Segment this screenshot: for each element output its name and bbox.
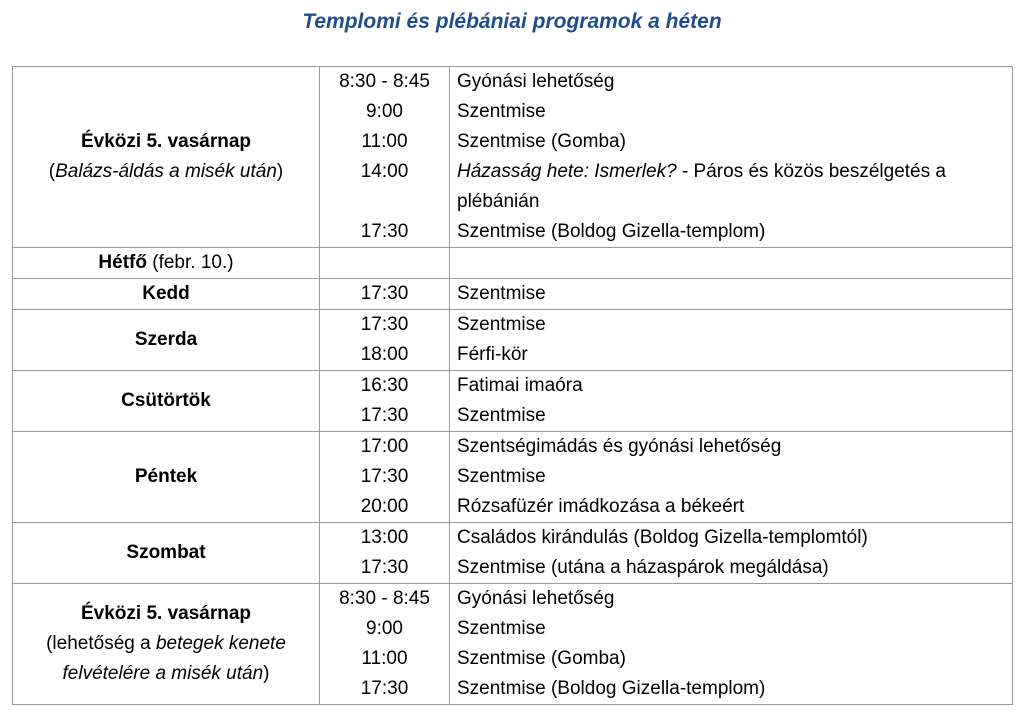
day-name: Szombat (126, 542, 206, 563)
day-note: (lehetőség a betegek kenete felvételére a misék után) (46, 633, 286, 684)
event-title: Gyónási lehetőség (457, 71, 615, 92)
event-time: 9:00 (366, 101, 403, 122)
event-time: 17:00 (360, 436, 409, 457)
time-cell (320, 67, 450, 248)
event-title: Szentmise (utána a házaspárok megáldása) (457, 557, 829, 578)
day-name: Évközi 5. vasárnap (80, 603, 252, 624)
event-title: Férfi-kör (457, 344, 528, 365)
day-cell (13, 310, 320, 371)
event-time: 17:30 (360, 466, 409, 487)
event-title: Házasság hete: Ismerlek? - Páros és közös beszélgetés a plébánián (457, 161, 946, 212)
event-title: Szentmise (457, 466, 546, 487)
event-title: Szentségimádás és gyónási lehetőség (457, 436, 782, 457)
event-title: Szentmise (Boldog Gizella-templom) (457, 221, 766, 242)
event-title: Szentmise (457, 314, 546, 335)
day-cell (13, 67, 320, 248)
day-name: Hétfő (98, 252, 147, 273)
event-title: Gyónási lehetőség (457, 588, 615, 609)
event-time: 17:30 (360, 314, 409, 335)
event-time: 11:00 (361, 131, 408, 152)
day-note: (Balázs-áldás a misék után) (48, 161, 284, 182)
event-time: 16:30 (360, 375, 409, 396)
event-title: Szentmise (457, 283, 546, 304)
day-name: Évközi 5. vasárnap (80, 131, 252, 152)
day-name: Szerda (134, 329, 198, 350)
event-time: 13:00 (360, 527, 409, 548)
event-title: Rózsafüzér imádkozása a békeért (457, 496, 745, 517)
day-name: Kedd (142, 283, 190, 304)
table-row (13, 584, 1013, 705)
day-cell (13, 371, 320, 432)
event-time: 9:00 (366, 618, 403, 639)
day-cell (13, 248, 320, 279)
table-row (13, 279, 1013, 310)
event-title: Családos kirándulás (Boldog Gizella-templomtól) (457, 527, 868, 548)
day-cell (13, 432, 320, 523)
event-title: Szentmise (Gomba) (457, 648, 626, 669)
event-time: 18:00 (360, 344, 409, 365)
event-time: 20:00 (360, 496, 409, 517)
event-time: 17:30 (360, 557, 409, 578)
table-row (13, 432, 1013, 523)
table-row (13, 248, 1013, 279)
event-title: Szentmise (457, 618, 546, 639)
event-time: 17:30 (360, 405, 409, 426)
table-row (13, 371, 1013, 432)
event-title: Szentmise (Gomba) (457, 131, 626, 152)
day-date: (febr. 10.) (146, 252, 234, 273)
event-time: 11:00 (361, 648, 408, 669)
event-title: Szentmise (457, 405, 546, 426)
event-time: 17:30 (360, 283, 409, 304)
day-cell (13, 279, 320, 310)
day-name: Csütörtök (121, 390, 211, 411)
table-row (13, 310, 1013, 371)
schedule-table (12, 66, 1013, 705)
event-time: 8:30 - 8:45 (339, 588, 430, 609)
event-time: 8:30 - 8:45 (339, 71, 430, 92)
table-row (13, 523, 1013, 584)
event-time: 17:30 (360, 678, 409, 699)
event-cell (450, 67, 1013, 248)
event-time: 14:00 (360, 161, 409, 182)
table-row (13, 67, 1013, 248)
event-time: 17:30 (360, 221, 409, 242)
day-cell (13, 523, 320, 584)
day-cell (13, 584, 320, 705)
page-title: Templomi és plébániai programok a héten (302, 10, 722, 33)
day-name: Péntek (134, 466, 198, 487)
event-title: Szentmise (Boldog Gizella-templom) (457, 678, 766, 699)
event-title: Fatimai imaóra (457, 375, 583, 396)
event-title: Szentmise (457, 101, 546, 122)
